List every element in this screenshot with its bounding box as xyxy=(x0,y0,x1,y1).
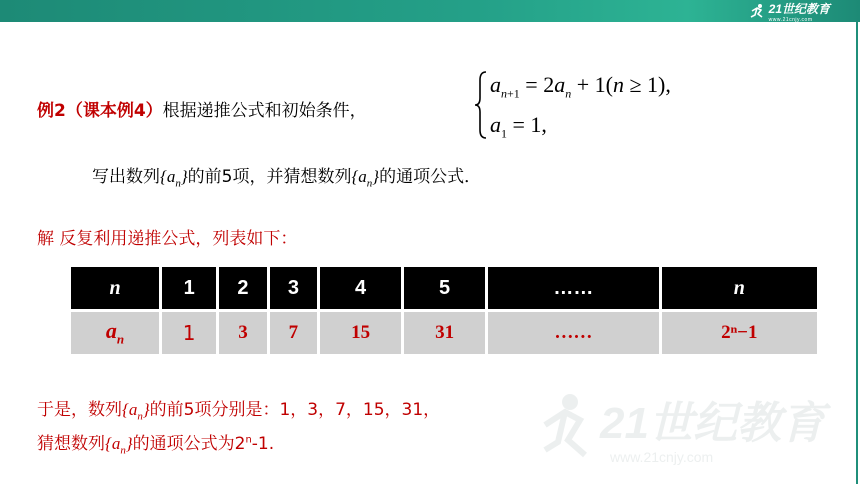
table-cell: 31 xyxy=(404,312,485,354)
table-cell: 1 xyxy=(162,267,216,309)
result2-sup: n xyxy=(245,434,252,446)
left-brace-icon xyxy=(474,70,488,140)
result2-pre: 猜想数列 xyxy=(37,434,105,454)
sequence-symbol: $\{a_n\}$ xyxy=(105,434,133,457)
result2-post: 的通项公式为2 xyxy=(132,434,246,454)
table-cell: 3 xyxy=(219,312,266,354)
watermark-logo-icon xyxy=(540,380,840,470)
table-cell: 5 xyxy=(404,267,485,309)
table-cell-an: $a_n$ xyxy=(71,312,159,354)
top-banner xyxy=(0,0,860,22)
table-cell: 15 xyxy=(320,312,401,354)
result-line-1 xyxy=(37,395,440,422)
table-cell: 2 xyxy=(219,267,266,309)
table-cell: 7 xyxy=(270,312,317,354)
table-cell: 2ⁿ−1 xyxy=(662,312,817,354)
table-cell: n xyxy=(71,267,159,309)
table-cell: n xyxy=(662,267,817,309)
example-label: 例2（课本例4） xyxy=(37,101,163,121)
svg-text:21世纪教育: 21世纪教育 xyxy=(600,399,825,448)
sequence-table xyxy=(68,264,820,357)
result1-pre: 于是，数列 xyxy=(37,400,122,420)
solution-intro: 解 反复利用递推公式，列表如下： xyxy=(37,229,298,249)
result-line-2 xyxy=(37,429,274,456)
table-cell: 4 xyxy=(320,267,401,309)
sequence-symbol: $\{a_n\}$ xyxy=(351,167,380,190)
right-border xyxy=(856,22,858,484)
example-statement xyxy=(37,96,367,121)
result1-post: 的前5项分别是：1，3，7，15，31， xyxy=(149,400,441,420)
table-cell: …… xyxy=(488,267,659,309)
sequence-symbol: $\{a_n\}$ xyxy=(160,167,188,190)
recurrence-formula: $a_{n+1} = 2a_n + 1(n \ge 1)$, xyxy=(490,72,671,101)
question-line xyxy=(92,162,481,189)
svg-text:www.21cnjy.com: www.21cnjy.com xyxy=(610,449,714,465)
question-mid: 的前5项，并猜想数列 xyxy=(187,167,352,187)
question-pre: 写出数列 xyxy=(92,167,160,187)
table-cell: …… xyxy=(488,312,659,354)
table-row-n xyxy=(71,267,817,309)
example-prompt: 根据递推公式和初始条件， xyxy=(162,101,367,121)
table-cell: 3 xyxy=(270,267,317,309)
logo-url: www.21cnjy.com xyxy=(768,16,813,23)
runner-logo-icon xyxy=(748,3,766,19)
initial-condition: $a_1 = 1$, xyxy=(490,112,547,141)
sequence-symbol: $\{a_n\}$ xyxy=(122,400,150,423)
result2-end: -1. xyxy=(251,434,275,454)
banner-gradient xyxy=(0,0,860,22)
logo-text: 21世纪教育 xyxy=(768,1,830,16)
site-logo xyxy=(748,1,830,23)
table-row-an xyxy=(71,312,817,354)
table-cell: 1 xyxy=(162,312,216,354)
question-post: 的通项公式． xyxy=(379,167,482,187)
